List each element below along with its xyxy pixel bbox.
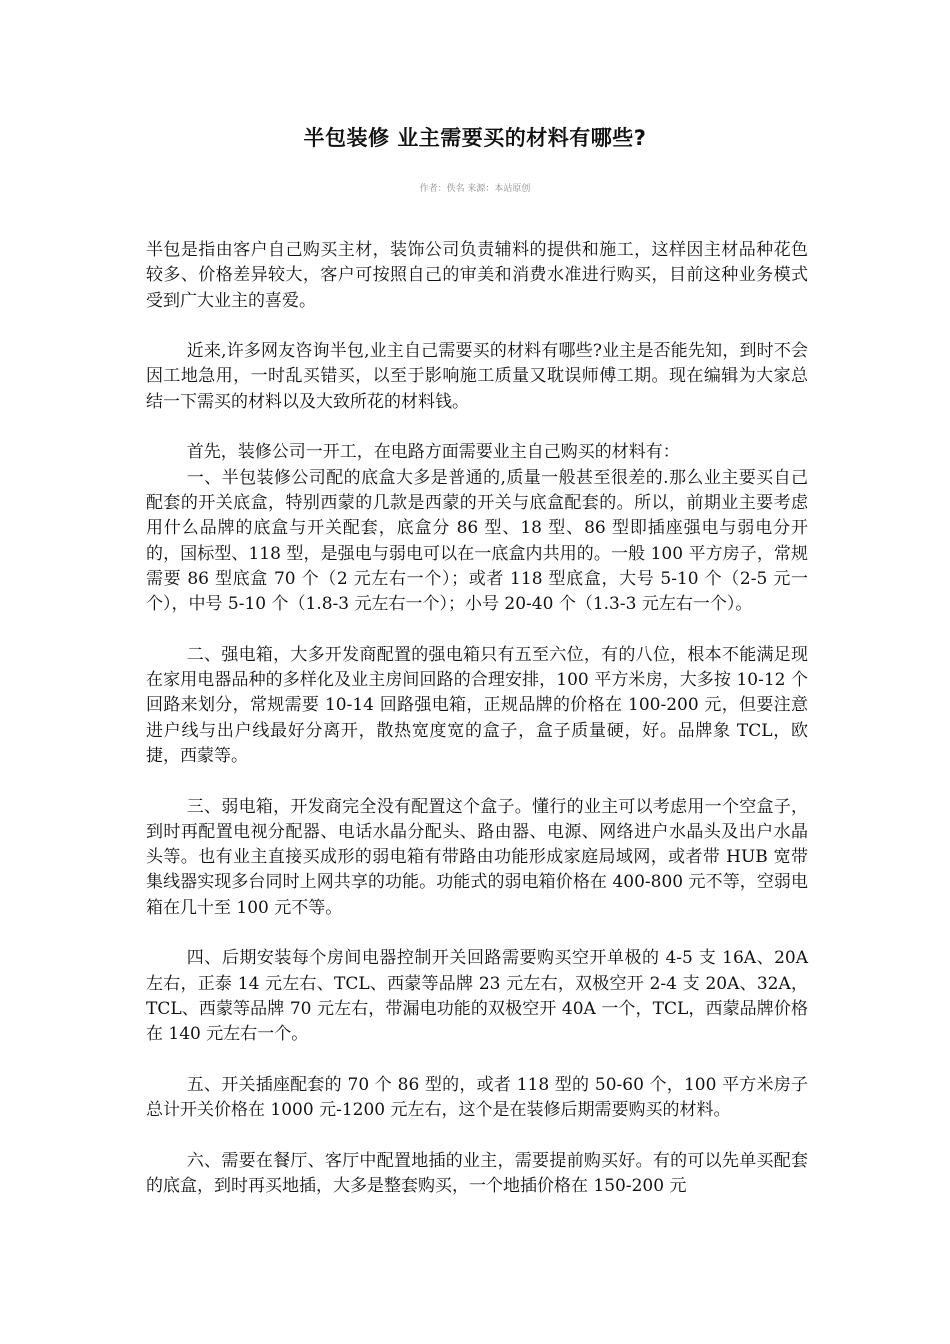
document-title: 半包装修 业主需要买的材料有哪些?	[303, 126, 647, 150]
paragraph-item-1: 一、半包装修公司配的底盒大多是普通的,质量一般甚至很差的.那么业主要买自己配套的开关底盒，特别西蒙的几款是西蒙的开关与底盒配套的。所以，前期业主要考虑用什么品牌的底盒与开关配套，底盒分 86 型、18 型、86 型即插座强电与弱电分开的，国标型、118 型，是强电与弱电可以在一底盒内共用的。一般 100 平方房子，常规需要 86 型底盒 70 个（2 元左右一个）；或者 118 型底盒，大号 5-10 个（2-5 元一个），中号 5-10 个（1.8-3 元左右一个）；小号 20-40 个（1.3-3 元左右一个）。	[146, 467, 808, 615]
paragraph-intro: 半包是指由客户自己购买主材，装饰公司负责辅料的提供和施工，这样因主材品种花色较多、价格差异较大，客户可按照自己的审美和消费水准进行购买，目前这种业务模式受到广大业主的喜爱。	[146, 240, 808, 311]
paragraph-item-6: 六、需要在餐厅、客厅中配置地插的业主，需要提前购买好。有的可以先单买配套的底盒，到时再买地插，大多是整套购买，一个地插价格在 150-200 元	[146, 1150, 808, 1196]
article-body	[146, 238, 808, 1199]
paragraph-item-2: 二、强电箱，大多开发商配置的强电箱只有五至六位，有的八位，根本不能满足现在家用电器品种的多样化及业主房间回路的合理安排，100 平方米房，大多按 10-12 个回路来划分，常规需要 10-14 回路强电箱，正规品牌的价格在 100-200 元，但要注意进户线与出户线最好分离开，散热宽度宽的盒子，盒子质量硬，好。品牌象 TCL，欧捷，西蒙等。	[146, 644, 808, 766]
paragraph-item-5: 五、开关插座配套的 70 个 86 型的，或者 118 型的 50-60 个，100 平方米房子总计开关价格在 1000 元-1200 元左右，这个是在装修后期需要购买的材料。	[146, 1074, 808, 1121]
paragraph-item-4: 四、后期安装每个房间电器控制开关回路需要购买空开单极的 4-5 支 16A、20A 左右，正泰 14 元左右、TCL、西蒙等品牌 23 元左右，双极空开 2-4 支 20A、32A，TCL、西蒙等品牌 70 元左右，带漏电功能的双极空开 40A 一个，TCL，西蒙品牌价格在 140 元左右一个。	[146, 948, 808, 1045]
author-source-line: 作者：佚名 来源：本站原创	[419, 184, 531, 194]
paragraph-background: 近来,许多网友咨询半包,业主自己需要买的材料有哪些?业主是否能先知，到时不会因工地急用，一时乱买错买，以至于影响施工质量又耽误师傅工期。现在编辑为大家总结一下需买的材料以及大致所花的材料钱。	[146, 341, 808, 412]
paragraph-first-step: 首先，装修公司一开工，在电路方面需要业主自己购买的材料有：	[186, 442, 680, 463]
paragraph-item-3: 三、弱电箱，开发商完全没有配置这个盒子。懂行的业主可以考虑用一个空盒子，到时再配置电视分配器、电话水晶分配头、路由器、电源、网络进户水晶头及出户水晶头等。也有业主直接买成形的弱电箱有带路由功能形成家庭局域网，或者带 HUB 宽带集线器实现多台同时上网共享的功能。功能式的弱电箱价格在 400-800 元不等，空弱电箱在几十至 100 元不等。	[146, 796, 808, 918]
